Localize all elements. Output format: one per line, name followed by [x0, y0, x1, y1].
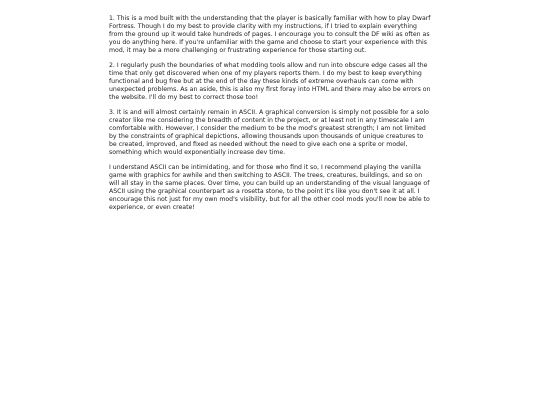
paragraph-4: I understand ASCII can be intimidating, and for those who find it so, I recommend playing the vanilla game with graphics for awhile and then switching to ASCII. The trees, creatures, buildings, and so on will all stay in the same places. Over time, you can build up an understanding of the visual language of ASCII using the graphical counterpart as a rosetta stone, to the point it's like you don't see it at all. I encourage this not just for my own mod's visibility, but for all the other cool mods you'll now be able to experience, or even create! — [109, 164, 430, 211]
paragraph-1: 1. This is a mod built with the understanding that the player is basically familiar with how to play Dwarf Fortress. Though I do my best to provide clarity with my instructions, if I tried to explain everything from the ground up it would take hundreds of pages. I encourage you to consult the DF wiki as often as you do anything here. If you're unfamiliar with the game and choose to start your experience with this mod, it may be a more challenging or frustrating experience for those starting out. — [109, 15, 431, 54]
document-body — [109, 15, 431, 219]
paragraph-3: 3. It is and will almost certainly remain in ASCII. A graphical conversion is simply not possible for a solo creator like me considering the breadth of content in the project, or at least not in any timescale I am comfortable with. However, I consider the medium to be the mod's greatest strength; I am not limited by the constraints of graphical depictions, allowing thousands upon thousands of unique creatures to be created, improved, and fixed as needed without the need to give each one a sprite or model, something which would exponentially increase dev time. — [109, 109, 429, 156]
paragraph-2: 2. I regularly push the boundaries of what modding tools allow and run into obscure edge cases all the time that only get discovered when one of my players reports them. I do my best to keep everything functional and bug free but at the end of the day these kinds of extreme overhauls can come with unexpected problems. As an aside, this is also my first foray into HTML and there may also be errors on the website. I'll do my best to correct those too! — [109, 62, 431, 101]
